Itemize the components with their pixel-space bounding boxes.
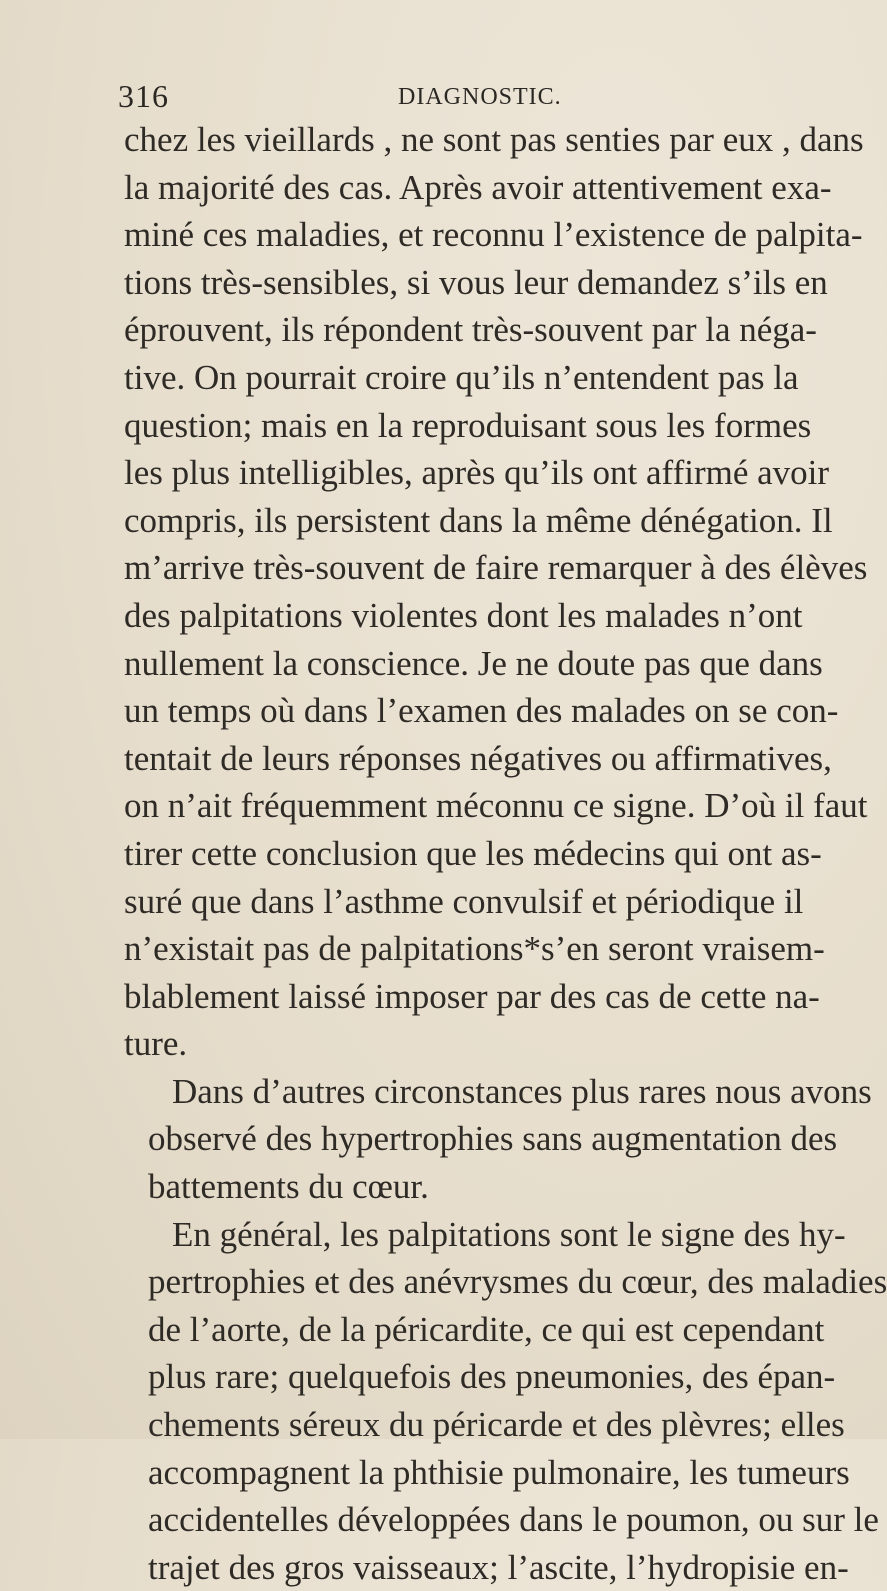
text-line: de l’aorte, de la péricardite, ce qui est cependant	[148, 1309, 825, 1349]
text-line: battements du cœur.	[148, 1167, 429, 1207]
text-line: chements séreux du péricarde et des plèvres; elles	[148, 1405, 845, 1445]
paragraph	[124, 116, 868, 1068]
text-line: accompagnent la phthisie pulmonaire, les tumeurs	[148, 1452, 850, 1492]
text-line: suré que dans l’asthme convulsif et périodique il	[124, 881, 804, 921]
text-line: compris, ils persistent dans la même dénégation. Il	[124, 500, 833, 540]
text-line: n’existait pas de palpitations*s’en seront vraisem-	[124, 929, 825, 969]
text-line: miné ces maladies, et reconnu l’existence de palpita-	[124, 215, 863, 255]
text-line: un temps où dans l’examen des malades on se con-	[124, 691, 839, 731]
text-line: En général, les palpitations sont le signe des hy-	[172, 1214, 846, 1254]
text-line: nullement la conscience. Je ne doute pas que dans	[124, 643, 823, 683]
text-line: accidentelles développées dans le poumon, ou sur le	[148, 1500, 879, 1540]
text-line: les plus intelligibles, après qu’ils ont affirmé avoir	[124, 453, 830, 493]
page-number: 316	[118, 78, 169, 114]
page-header	[118, 78, 718, 118]
text-line: tions très-sensibles, si vous leur demandez s’ils en	[124, 262, 828, 302]
body-text	[124, 116, 887, 1591]
text-line: blablement laissé imposer par des cas de cette na-	[124, 976, 820, 1016]
paragraph	[124, 1068, 872, 1211]
paragraph	[124, 1211, 887, 1591]
text-line: observé des hypertrophies sans augmentation des	[148, 1119, 838, 1159]
text-line: Dans d’autres circonstances plus rares nous avons	[172, 1071, 872, 1111]
text-line: plus rare; quelquefois des pneumonies, des épan-	[148, 1357, 836, 1397]
text-line: la majorité des cas. Après avoir attentivement exa-	[124, 167, 832, 207]
text-line: m’arrive très-souvent de faire remarquer à des élèves	[124, 548, 868, 588]
text-line: pertrophies et des anévrysmes du cœur, des maladies	[148, 1262, 887, 1302]
text-line: tirer cette conclusion que les médecins qui ont as-	[124, 833, 822, 873]
text-line: on n’ait fréquemment méconnu ce signe. D’où il faut	[124, 786, 868, 826]
text-line: éprouvent, ils répondent très-souvent par la néga-	[124, 310, 817, 350]
text-line: tentait de leurs réponses négatives ou affirmatives,	[124, 738, 832, 778]
text-line: trajet des gros vaisseaux; l’ascite, l’hydropisie en-	[148, 1547, 849, 1587]
text-line: ture.	[124, 1024, 188, 1064]
text-line: chez les vieillards , ne sont pas senties par eux , dans	[124, 120, 864, 159]
text-line: tive. On pourrait croire qu’ils n’entendent pas la	[124, 357, 799, 397]
text-line: question; mais en la reproduisant sous les formes	[124, 405, 812, 445]
text-line: des palpitations violentes dont les malades n’ont	[124, 595, 803, 635]
running-head: DIAGNOSTIC.	[398, 84, 562, 110]
